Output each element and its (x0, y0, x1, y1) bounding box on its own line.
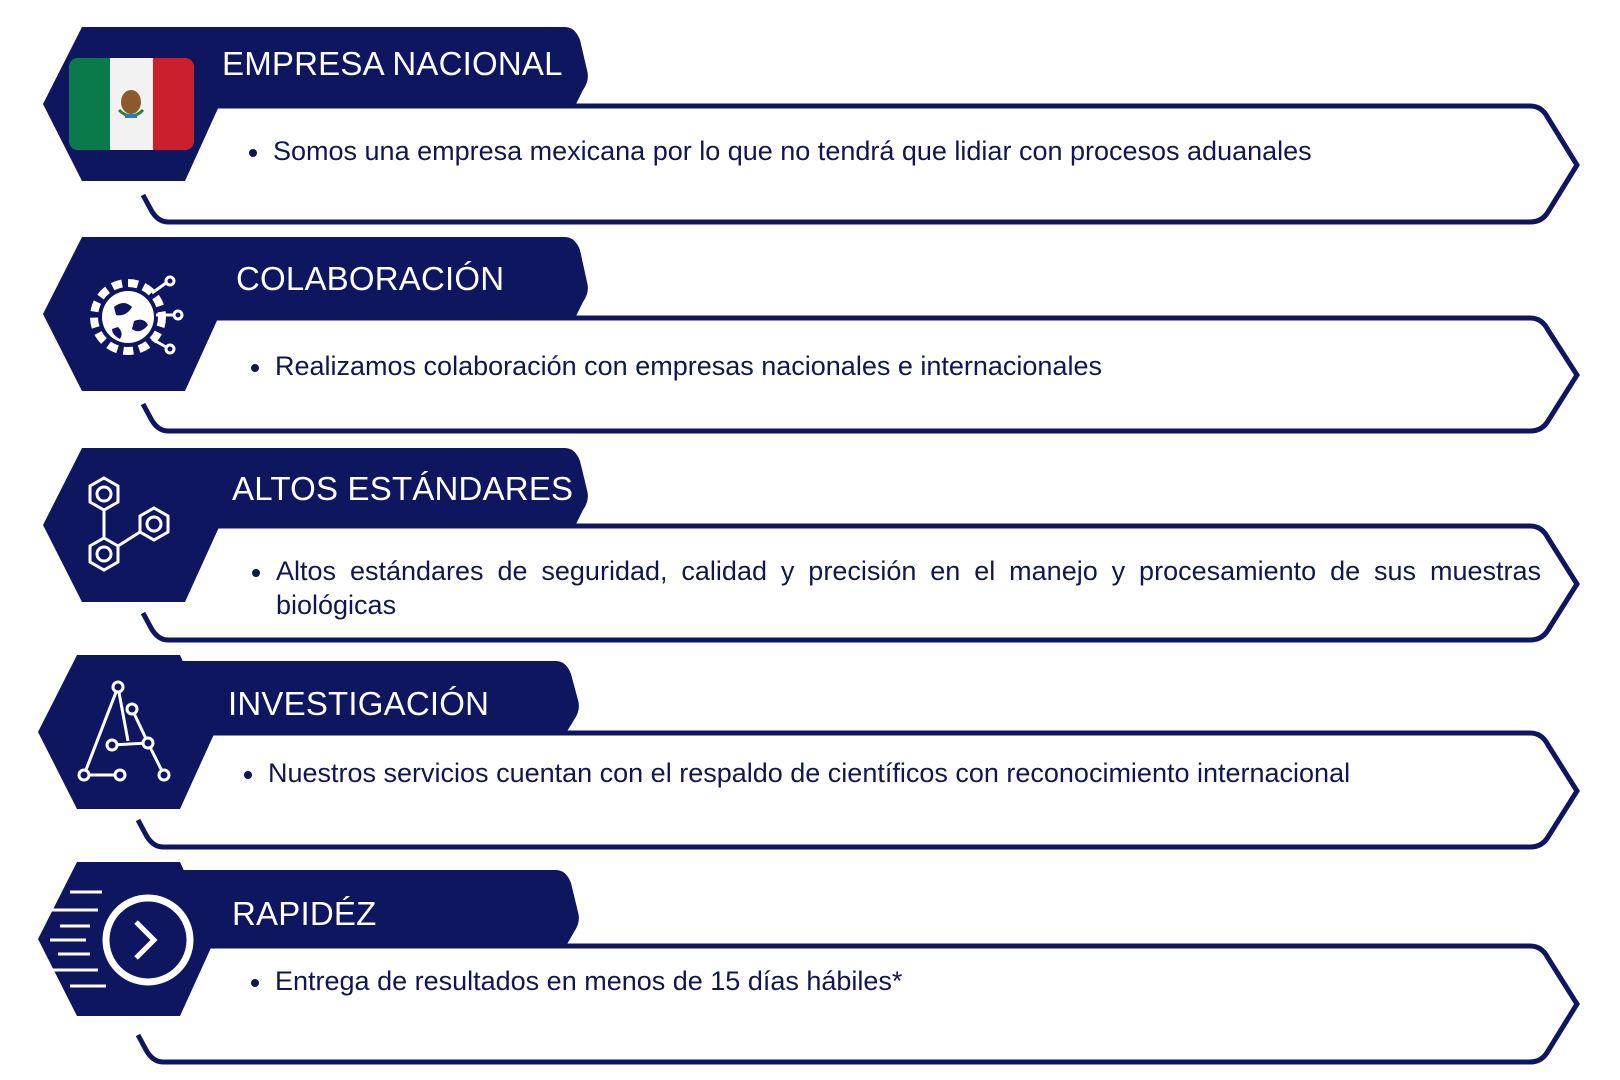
feature-title: COLABORACIÓN (236, 260, 505, 297)
feature-row-shape (0, 0, 1620, 230)
network-letter-a-icon (72, 679, 172, 789)
feature-row-empresa-nacional (0, 0, 1620, 230)
feature-title: EMPRESA NACIONAL (222, 45, 563, 82)
feature-row-altos-estandares (0, 448, 1620, 648)
fast-forward-speed-icon (50, 880, 200, 1000)
molecule-rings-icon (82, 474, 182, 579)
feature-title: INVESTIGACIÓN (228, 685, 490, 722)
feature-row-investigacion (0, 655, 1620, 855)
feature-title: RAPIDÉZ (232, 895, 377, 932)
feature-row-colaboracion (0, 237, 1620, 437)
feature-description: Nuestros servicios cuentan con el respaldo de científicos con reconocimiento internacional (240, 756, 1546, 790)
feature-description: Altos estándares de seguridad, calidad y precisión en el manejo y procesamiento de sus muestras biológicas (248, 554, 1541, 622)
feature-description: Realizamos colaboración con empresas nacionales e internacionales (247, 349, 1565, 383)
feature-description: Entrega de resultados en menos de 15 días hábiles* (247, 964, 1540, 998)
feature-description: Somos una empresa mexicana por lo que no tendrá que lidiar con procesos aduanales (245, 134, 1563, 168)
gear-globe-network-icon (80, 263, 185, 368)
feature-row-rapidez (0, 862, 1620, 1072)
feature-title: ALTOS ESTÁNDARES (232, 470, 574, 507)
mexico-flag-icon (69, 58, 194, 150)
